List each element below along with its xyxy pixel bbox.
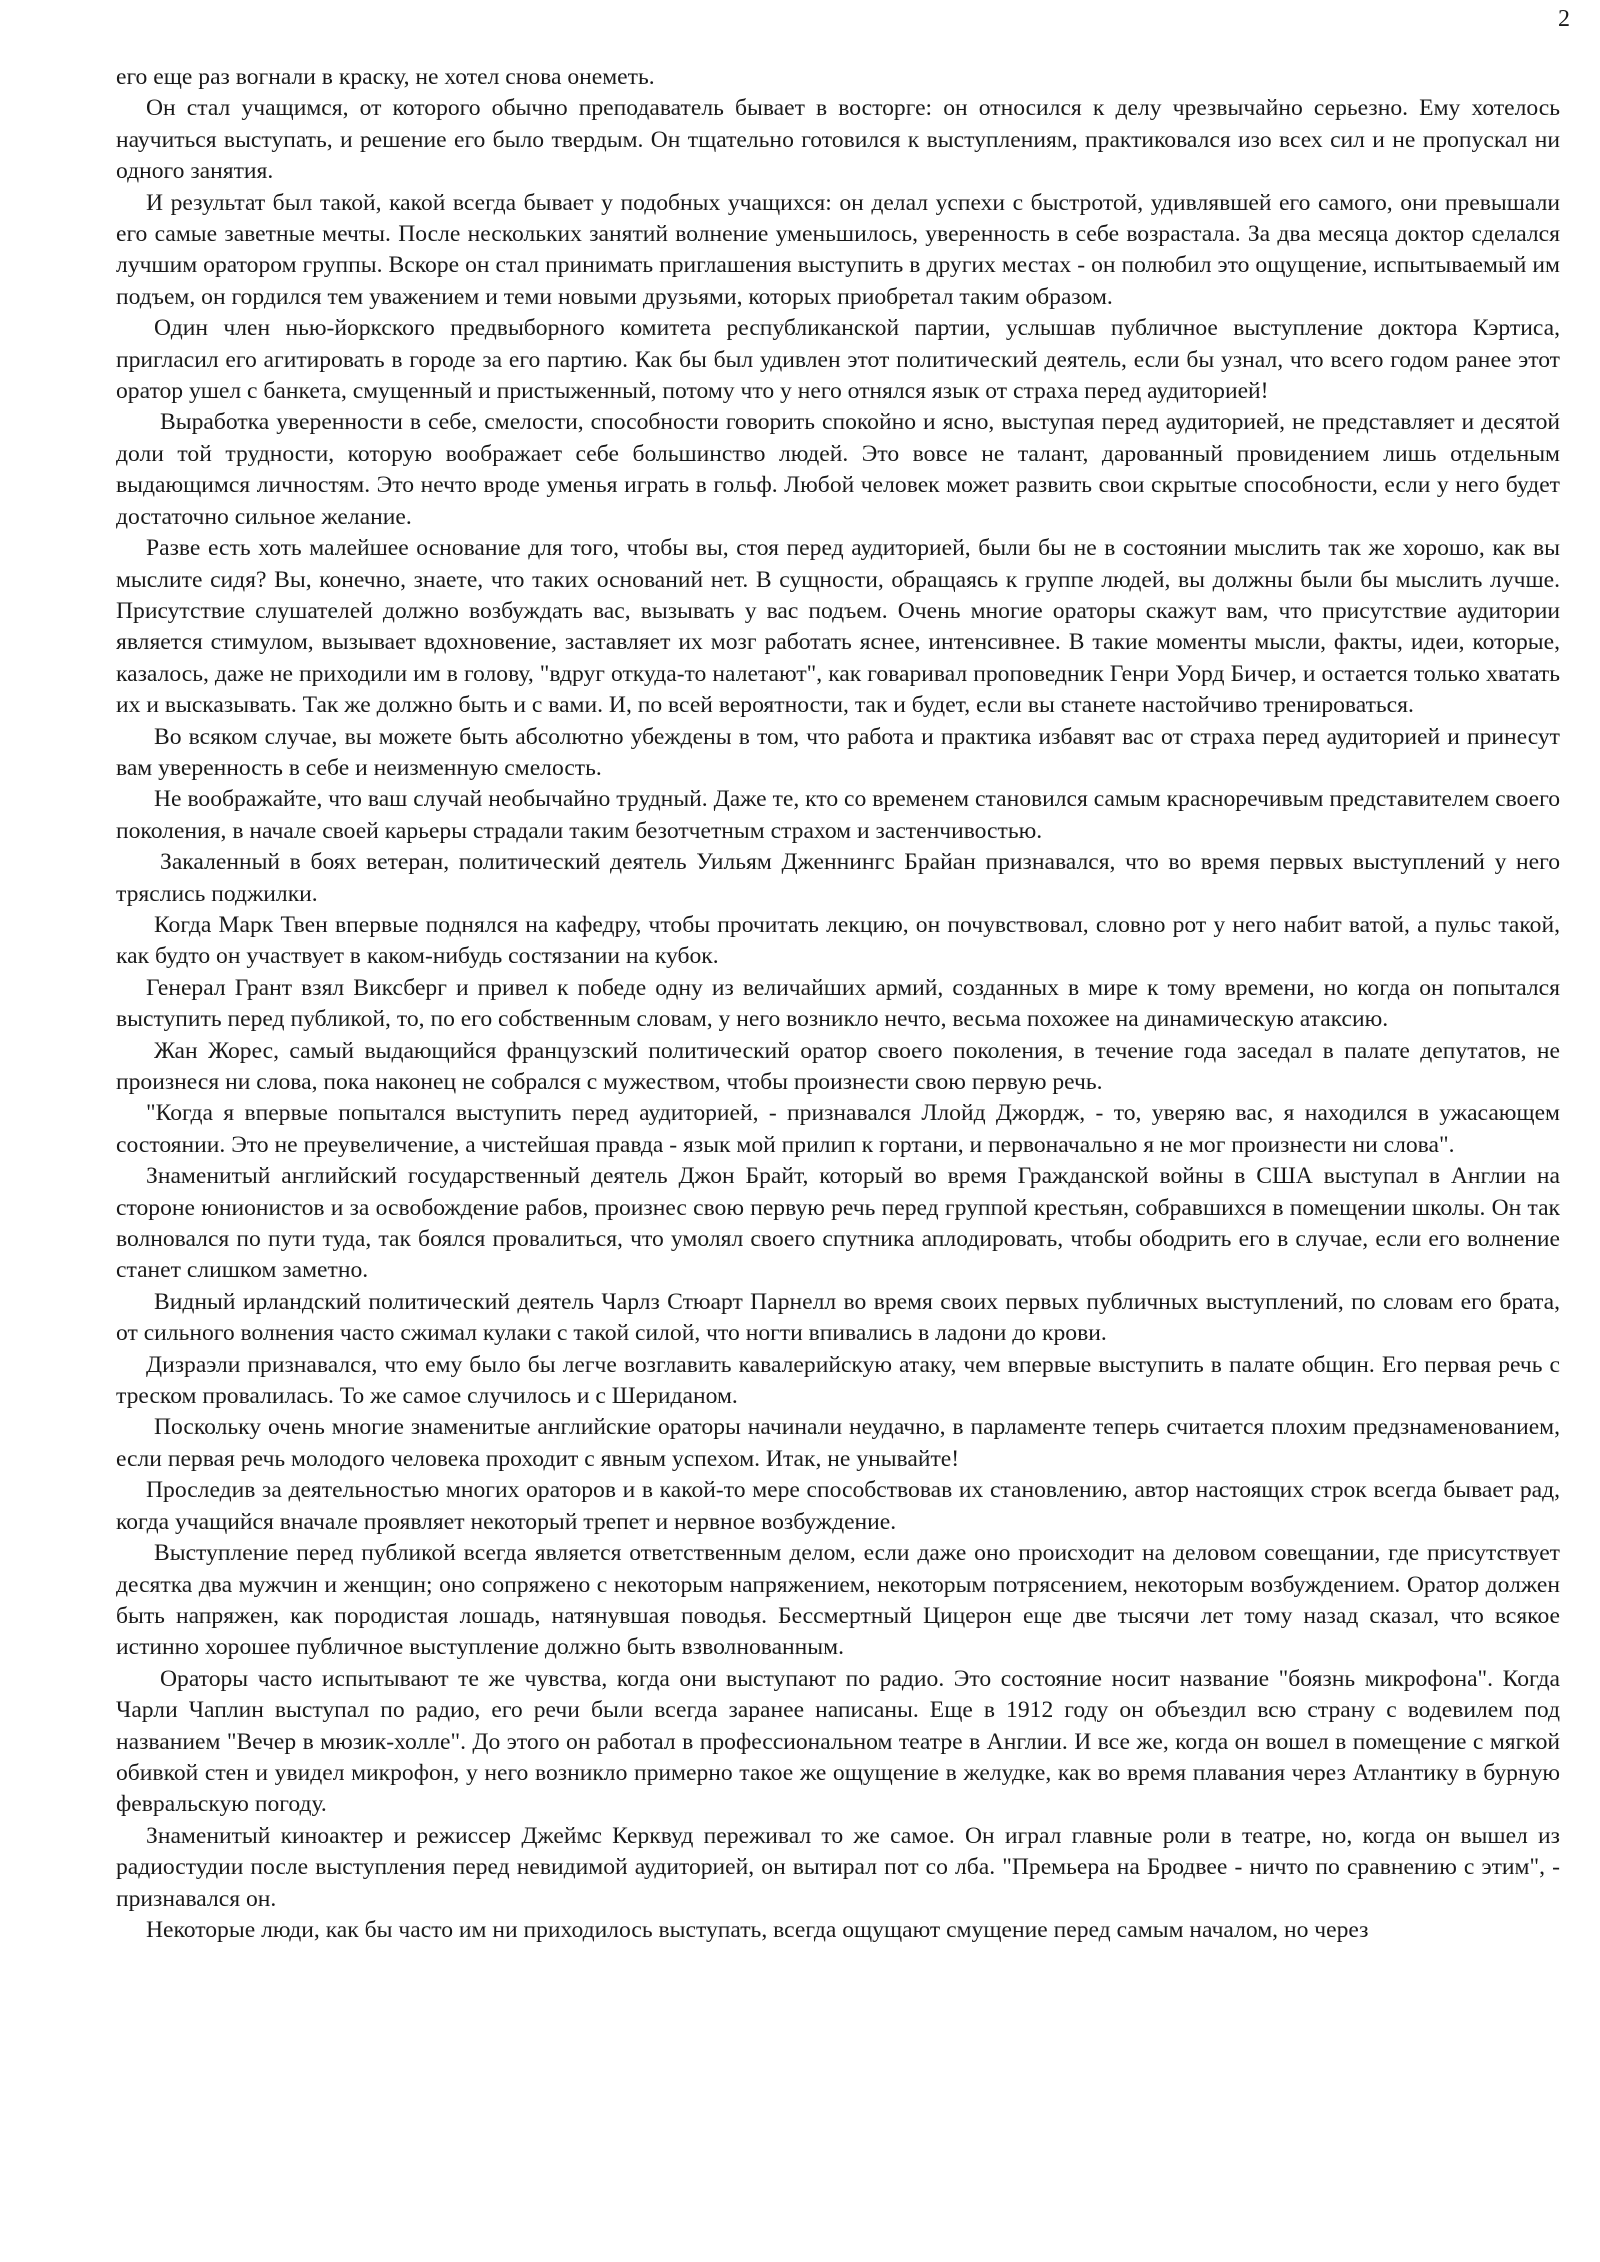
paragraph: Когда Марк Твен впервые поднялся на кафедру, чтобы прочитать лекцию, он почувствовал, словно рот у него набит ватой, а пульс такой, как будто он участвует в каком-нибудь состязании на кубок. [116,911,1560,970]
paragraph: Не воображайте, что ваш случай необычайно трудный. Даже те, кто со временем становился самым красноречивым представителем своего поколения, в начале своей карьеры страдали таким безотчетным страхом и застенчивостью. [116,786,1560,844]
paragraph: Он стал учащимся, от которого обычно преподаватель бывает в восторге: он относился к делу чрезвычайно серьезно. Ему хотелось научиться выступать, и решение его было твердым. Он тщательно готовился к выступлениям, практиковался изо всех сил и не пропускал ни одного занятия. [116,95,1560,185]
paragraph: Закаленный в боях ветеран, политический деятель Уильям Дженнингс Брайан признавался, что во время первых выступлений у него тряслись поджилки. [116,849,1560,907]
paragraph: Знаменитый киноактер и режиссер Джеймс Керквуд переживал то же самое. Он играл главные роли в театре, но, когда он вышел из радиостудии после выступления перед невидимой аудиторией, он вытирал пот со лба. "Премьера на Бродвее - ничто по сравнению с этим", - признавался он. [116,1822,1560,1912]
paragraph: И результат был такой, какой всегда бывает у подобных учащихся: он делал успехи с быстротой, удивлявшей его самого, они превышали его самые заветные мечты. После нескольких занятий волнение уменьшилось, уверенность в себе возрастала. За два месяца доктор сделался лучшим оратором группы. Вскоре он стал принимать приглашения выступить в других местах - он полюбил это ощущение, испытываемый им подъем, он гордился тем уважением и теми новыми друзьями, которых приобретал таким образом. [116,189,1560,310]
paragraph: Проследив за деятельностью многих ораторов и в какой-то мере способствовав их становлению, автор настоящих строк всегда бывает рад, когда учащийся вначале проявляет некоторый трепет и нервное возбуждение. [116,1477,1560,1535]
paragraph: Поскольку очень многие знаменитые английские ораторы начинали неудачно, в парламенте теперь считается плохим предзнаменованием, если первая речь молодого человека проходит с явным успехом. Итак, не унывайте! [116,1414,1560,1472]
page-number: 2 [1558,6,1570,32]
paragraph: Генерал Грант взял Виксберг и привел к победе одну из величайших армий, созданных в мире к тому времени, но когда он попытался выступить перед публикой, то, по его собственным словам, у него возникло нечто, весьма похожее на динамическую атаксию. [116,974,1560,1033]
paragraph: Жан Жорес, самый выдающийся французский политический оратор своего поколения, в течение года заседал в палате депутатов, не произнеся ни слова, пока наконец не собрался с мужеством, чтобы произнести свою первую речь. [116,1037,1560,1095]
paragraph: Выработка уверенности в себе, смелости, способности говорить спокойно и ясно, выступая перед аудиторией, не представляет и десятой доли той трудности, которую воображает себе большинство людей. Это вовсе не талант, дарованный провидением лишь отдельным выдающимся личностям. Это нечто вроде уменья играть в гольф. Любой человек может развить свои скрытые способности, если у него будет достаточно сильное желание. [116,409,1560,530]
paragraph: Некоторые люди, как бы часто им ни приходилось выступать, всегда ощущают смущение перед самым началом, но через [146,1916,1369,1943]
paragraph: Выступление перед публикой всегда является ответственным делом, если даже оно происходит на деловом совещании, где присутствует десятка два мужчин и женщин; оно сопряжено с некоторым напряжением, некоторым потрясением, некоторым возбуждением. Оратор должен быть напряжен, как породистая лошадь, натянувшая поводья. Бессмертный Цицерон еще две тысячи лет тому назад сказал, что всякое истинно хорошее публичное выступление должно быть взволнованным. [116,1540,1560,1661]
text-body [116,62,1560,1946]
paragraph: Видный ирландский политический деятель Чарлз Стюарт Парнелл во время своих первых публичных выступлений, по словам его брата, от сильного волнения часто сжимал кулаки с такой силой, что ногти впивались в ладони до крови. [116,1288,1560,1347]
paragraph: Знаменитый английский государственный деятель Джон Брайт, который во время Гражданской войны в США выступал в Англии на стороне юнионистов и за освобождение рабов, произнес свою первую речь перед группой крестьян, собравшихся в помещении школы. Он так волновался по пути туда, так боялся провалиться, что умолял своего спутника аплодировать, чтобы ободрить его в случае, если его волнение станет слишком заметно. [116,1163,1560,1284]
paragraph: Разве есть хоть малейшее основание для того, чтобы вы, стоя перед аудиторией, были бы не в состоянии мыслить так же хорошо, как вы мыслите сидя? Вы, конечно, знаете, что таких оснований нет. В сущности, обращаясь к группе людей, вы должны были бы мыслить лучше. Присутствие слушателей должно возбуждать вас, вызывать у вас подъем. Очень многие ораторы скажут вам, что присутствие аудитории является стимулом, вызывает вдохновение, заставляет их мозг работать яснее, интенсивнее. В такие моменты мысли, факты, идеи, которые, казалось, даже не приходили им в голову, "вдруг откуда-то налетают", как говаривал проповедник Генри Уорд Бичер, и остается только хватать их и высказывать. Так же должно быть и с вами. И, по всей вероятности, так и будет, если вы станете настойчиво тренироваться. [116,535,1560,719]
paragraph: "Когда я впервые попытался выступить перед аудиторией, - признавался Ллойд Джордж, - то, уверяю вас, я находился в ужасающем состоянии. Это не преувеличение, а чистейшая правда - язык мой прилип к гортани, и первоначально я не мог произнести ни слова". [116,1100,1560,1158]
paragraph: его еще раз вогнали в краску, не хотел снова онеметь. [116,64,655,90]
paragraph: Во всяком случае, вы можете быть абсолютно убеждены в том, что работа и практика избавят вас от страха перед аудиторией и принесут вам уверенность в себе и неизменную смелость. [116,723,1560,781]
paragraph: Дизраэли признавался, что ему было бы легче возглавить кавалерийскую атаку, чем впервые выступить в палате общин. Его первая речь с треском провалилась. То же самое случилось и с Шериданом. [116,1351,1560,1410]
paragraph: Ораторы часто испытывают те же чувства, когда они выступают по радио. Это состояние носит название "боязнь микрофона". Когда Чарли Чаплин выступал по радио, его речи были всегда заранее написаны. Еще в 1912 году он объездил всю страну с водевилем под названием "Вечер в мюзик-холле". До этого он работал в профессиональном театре в Англии. И все же, когда он вошел в помещение с мягкой обивкой стен и увидел микрофон, у него возникло примерно такое же ощущение в желудке, как во время плавания через Атлантику в бурную февральскую погоду. [116,1665,1560,1818]
paragraph: Один член нью-йоркского предвыборного комитета республиканской партии, услышав публичное выступление доктора Кэртиса, пригласил его агитировать в городе за его партию. Как бы был удивлен этот политический деятель, если бы узнал, что всего годом ранее этот оратор ушел с банкета, смущенный и пристыженный, потому что у него отнялся язык от страха перед аудиторией! [116,315,1560,405]
